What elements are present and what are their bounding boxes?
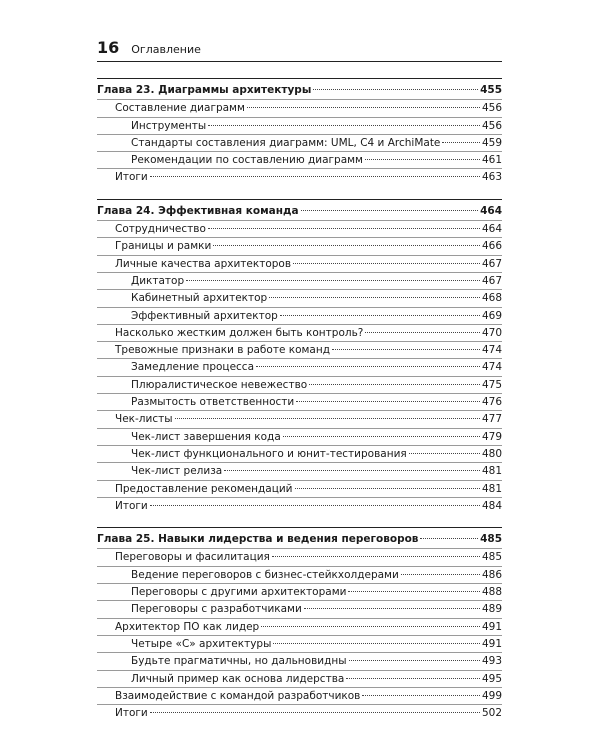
header-rule	[97, 61, 502, 62]
toc-entry-page: 456	[481, 102, 502, 115]
toc-entry-page: 491	[481, 620, 502, 633]
toc-section	[97, 548, 502, 565]
dot-leader	[295, 488, 480, 489]
dot-leader	[309, 384, 480, 385]
toc-entry-title: Глава 24. Эффективная команда	[97, 204, 299, 217]
toc-entry-title: Итоги	[115, 499, 148, 512]
table-of-contents	[97, 78, 502, 734]
toc-entry-title: Тревожные признаки в работе команд	[115, 344, 330, 357]
dot-leader	[401, 574, 480, 575]
toc-entry-title: Переговоры с другими архитекторами	[131, 586, 347, 599]
toc-entry-page: 484	[481, 499, 502, 512]
dot-leader	[365, 159, 480, 160]
toc-chapter	[97, 78, 502, 186]
toc-entry-title: Архитектор ПО как лидер	[115, 620, 260, 633]
dot-leader	[175, 418, 480, 419]
toc-entry-page: 485	[481, 551, 502, 564]
running-header-title: Оглавление	[131, 43, 201, 56]
dot-leader	[150, 712, 480, 713]
toc-entry-title: Чек-листы	[115, 413, 173, 426]
toc-entry-title: Глава 25. Навыки лидерства и ведения переговоров	[97, 533, 419, 546]
toc-subsection	[97, 652, 502, 669]
dot-leader	[301, 210, 479, 211]
toc-entry-title: Насколько жестким должен быть контроль?	[115, 326, 364, 339]
dot-leader	[365, 332, 480, 333]
dot-leader	[208, 125, 480, 126]
toc-subsection	[97, 134, 502, 151]
dot-leader	[280, 315, 480, 316]
toc-entry-title: Предоставление рекомендаций	[115, 482, 293, 495]
toc-entry-title: Ведение переговоров с бизнес-стейкхолдерами	[131, 568, 399, 581]
toc-entry-page: 469	[481, 309, 502, 322]
toc-entry-title: Замедление процесса	[131, 361, 255, 374]
toc-entry-title: Личный пример как основа лидерства	[131, 672, 345, 685]
toc-section	[97, 255, 502, 272]
toc-entry-page: 491	[481, 637, 502, 650]
toc-subsection	[97, 635, 502, 652]
dot-leader	[150, 176, 480, 177]
page-number: 16	[97, 38, 120, 57]
toc-subsection	[97, 566, 502, 583]
dot-leader	[256, 366, 480, 367]
dot-leader	[272, 556, 480, 557]
toc-entry-title: Диктатор	[131, 274, 185, 287]
dot-leader	[150, 505, 480, 506]
toc-entry-page: 456	[481, 119, 502, 132]
toc-entry-page: 455	[480, 84, 502, 96]
toc-entry-title: Переговоры с разработчиками	[131, 603, 302, 616]
toc-subsection	[97, 428, 502, 445]
toc-entry-title: Глава 23. Диаграммы архитектуры	[97, 84, 312, 96]
toc-subsection	[97, 600, 502, 617]
dot-leader	[261, 626, 480, 627]
toc-entry-title: Чек-лист релиза	[131, 465, 223, 478]
toc-entry-page: 474	[481, 361, 502, 374]
toc-section	[97, 324, 502, 341]
toc-section	[97, 168, 502, 185]
dot-leader	[273, 643, 480, 644]
toc-entry-title: Размытость ответственности	[131, 396, 295, 409]
dot-leader	[304, 608, 480, 609]
running-header	[97, 38, 502, 57]
dot-leader	[346, 678, 480, 679]
toc-section	[97, 99, 502, 116]
toc-section	[97, 618, 502, 635]
toc-entry-title: Четыре «С» архитектуры	[131, 637, 272, 650]
toc-subsection	[97, 445, 502, 462]
toc-entry-title: Чек-лист завершения кода	[131, 430, 281, 443]
toc-entry-page: 464	[481, 223, 502, 236]
toc-entry-page: 493	[481, 655, 502, 668]
toc-chapter	[97, 527, 502, 721]
toc-entry-title: Составление диаграмм	[115, 102, 245, 115]
toc-entry-title: Взаимодействие с командой разработчиков	[115, 689, 361, 702]
toc-entry-page: 463	[481, 171, 502, 184]
toc-section	[97, 687, 502, 704]
toc-entry-page: 476	[481, 396, 502, 409]
toc-subsection	[97, 358, 502, 375]
toc-entry-title: Итоги	[115, 707, 148, 720]
dot-leader	[362, 695, 480, 696]
toc-entry-page: 502	[481, 707, 502, 720]
toc-entry-page: 479	[481, 430, 502, 443]
chapter-heading	[97, 531, 502, 548]
toc-entry-page: 477	[481, 413, 502, 426]
toc-entry-page: 486	[481, 568, 502, 581]
toc-entry-title: Границы и рамки	[115, 240, 212, 253]
toc-entry-title: Чек-лист функционального и юнит-тестирования	[131, 447, 407, 460]
toc-entry-page: 461	[481, 154, 502, 167]
toc-entry-title: Плюралистическое невежество	[131, 378, 308, 391]
toc-entry-page: 475	[481, 378, 502, 391]
toc-entry-page: 499	[481, 689, 502, 702]
toc-entry-page: 470	[481, 326, 502, 339]
toc-section	[97, 237, 502, 254]
toc-section	[97, 410, 502, 427]
toc-chapter	[97, 199, 502, 514]
dot-leader	[208, 228, 480, 229]
dot-leader	[313, 89, 478, 90]
toc-entry-page: 467	[481, 274, 502, 287]
toc-subsection	[97, 583, 502, 600]
toc-entry-title: Рекомендации по составлению диаграмм	[131, 154, 363, 167]
dot-leader	[224, 470, 480, 471]
toc-entry-title: Инструменты	[131, 119, 207, 132]
toc-subsection	[97, 393, 502, 410]
toc-subsection	[97, 462, 502, 479]
toc-entry-page: 495	[481, 672, 502, 685]
toc-entry-page: 459	[481, 136, 502, 149]
toc-entry-page: 488	[481, 586, 502, 599]
toc-entry-page: 468	[481, 292, 502, 305]
toc-entry-page: 489	[481, 603, 502, 616]
toc-entry-title: Итоги	[115, 171, 148, 184]
dot-leader	[296, 401, 480, 402]
toc-entry-title: Переговоры и фасилитация	[115, 551, 270, 564]
toc-subsection	[97, 289, 502, 306]
dot-leader	[442, 142, 480, 143]
toc-entry-page: 481	[481, 465, 502, 478]
dot-leader	[409, 453, 480, 454]
toc-subsection	[97, 307, 502, 324]
dot-leader	[283, 436, 480, 437]
toc-subsection	[97, 117, 502, 134]
toc-entry-page: 467	[481, 257, 502, 270]
toc-section	[97, 704, 502, 721]
toc-entry-page: 466	[481, 240, 502, 253]
toc-entry-page: 481	[481, 482, 502, 495]
dot-leader	[269, 297, 480, 298]
toc-entry-page: 464	[480, 204, 502, 217]
chapter-heading	[97, 82, 502, 99]
toc-entry-page: 480	[481, 447, 502, 460]
toc-section	[97, 341, 502, 358]
toc-subsection	[97, 272, 502, 289]
toc-section	[97, 220, 502, 237]
toc-entry-title: Сотрудничество	[115, 223, 206, 236]
dot-leader	[420, 538, 478, 539]
dot-leader	[186, 280, 480, 281]
toc-subsection	[97, 376, 502, 393]
toc-entry-title: Кабинетный архитектор	[131, 292, 268, 305]
toc-section	[97, 497, 502, 514]
dot-leader	[349, 660, 480, 661]
dot-leader	[332, 349, 480, 350]
toc-entry-page: 474	[481, 344, 502, 357]
toc-entry-title: Личные качества архитекторов	[115, 257, 292, 270]
toc-entry-title: Стандарты составления диаграмм: UML, C4 и ArchiMate	[131, 136, 441, 149]
toc-entry-title: Эффективный архитектор	[131, 309, 278, 322]
toc-entry-title: Будьте прагматичны, но дальновидны	[131, 655, 347, 668]
dot-leader	[247, 107, 480, 108]
dot-leader	[213, 245, 480, 246]
toc-entry-page: 485	[480, 533, 502, 546]
dot-leader	[348, 591, 480, 592]
chapter-heading	[97, 203, 502, 220]
dot-leader	[293, 263, 480, 264]
toc-subsection	[97, 151, 502, 168]
toc-subsection	[97, 670, 502, 687]
toc-section	[97, 480, 502, 497]
